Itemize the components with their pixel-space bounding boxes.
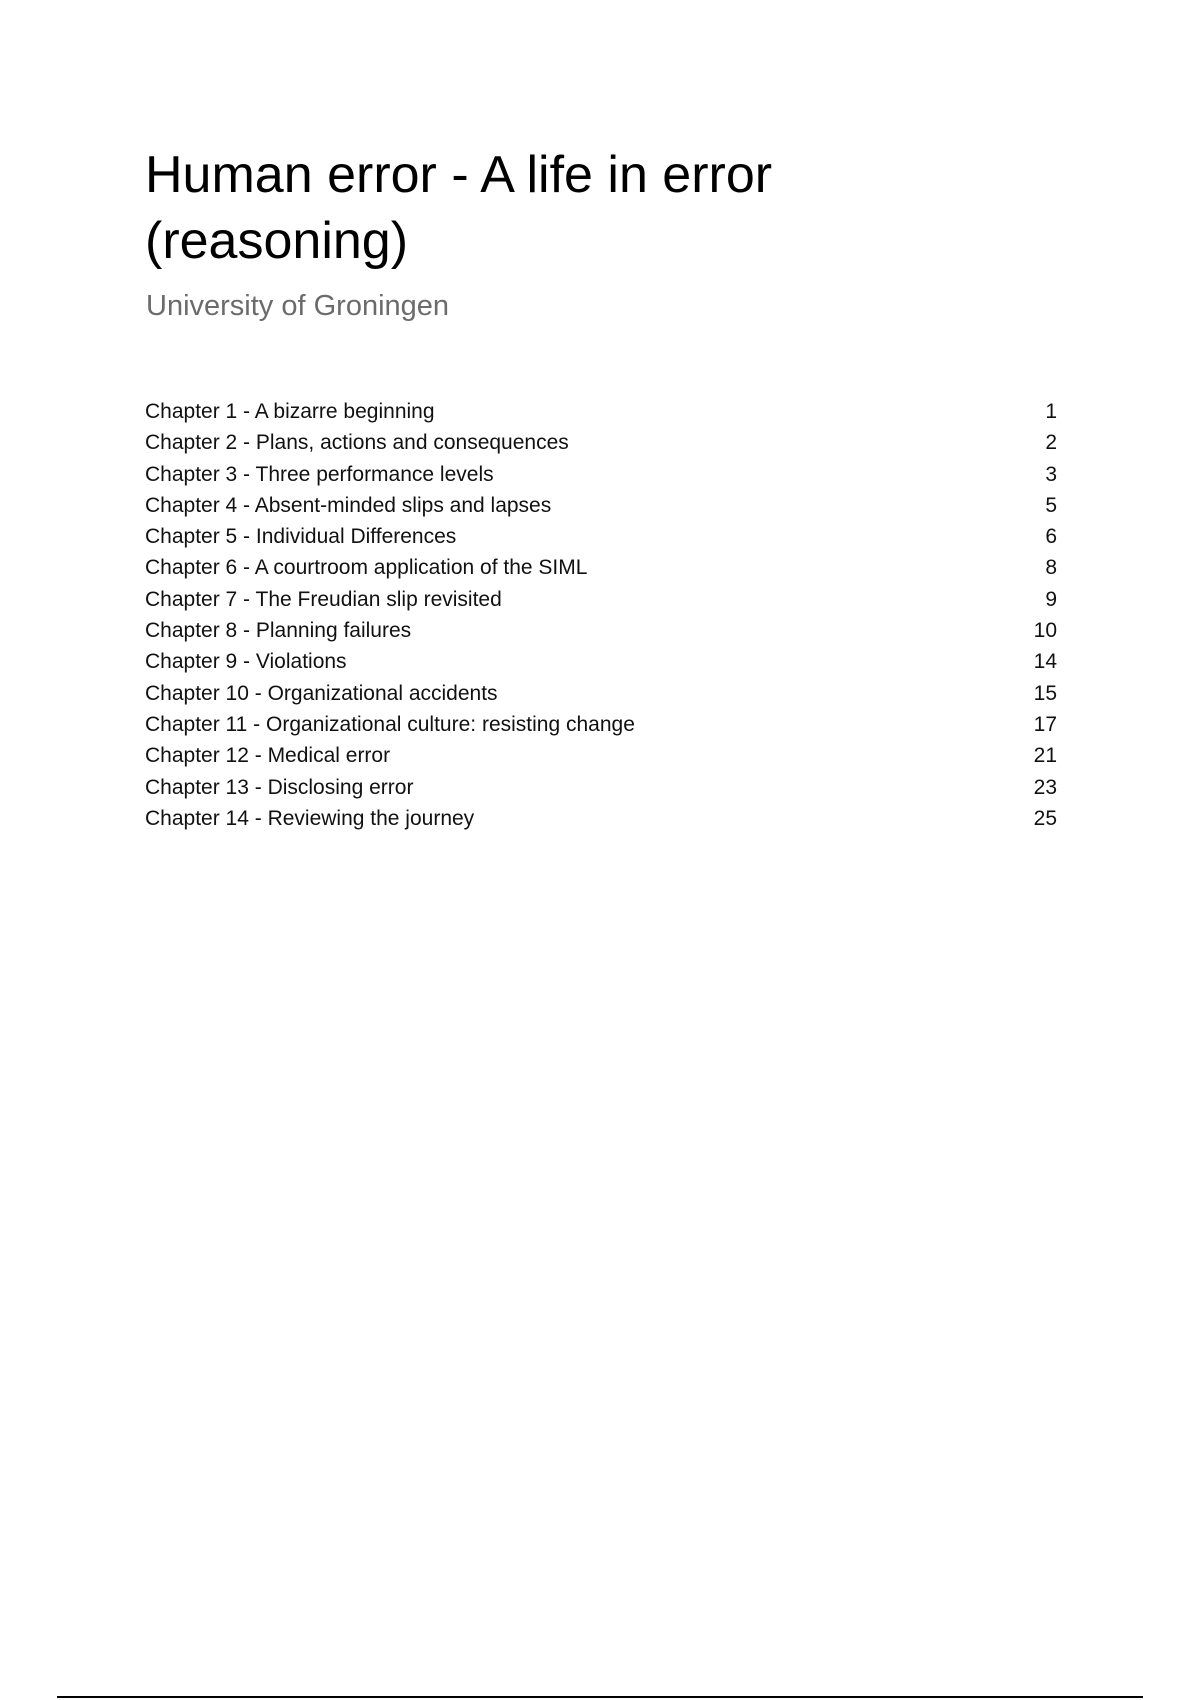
toc-entry-label: Chapter 2 - Plans, actions and consequences (145, 431, 569, 455)
toc-entry[interactable] (145, 552, 1057, 583)
toc-entry-label: Chapter 13 - Disclosing error (145, 775, 414, 799)
toc-entry-page: 10 (1033, 619, 1057, 643)
toc-entry-label: Chapter 6 - A courtroom application of the SIML (145, 556, 588, 580)
toc-entry-page: 2 (1045, 431, 1057, 455)
toc-entry[interactable] (145, 615, 1057, 646)
toc-entry-label: Chapter 12 - Medical error (145, 744, 391, 768)
toc-entry-page: 25 (1033, 806, 1057, 830)
toc-entry[interactable] (145, 646, 1057, 677)
toc-entry-label: Chapter 5 - Individual Differences (145, 525, 457, 549)
toc-entry-label: Chapter 10 - Organizational accidents (145, 681, 498, 705)
toc-entry[interactable] (145, 740, 1057, 771)
toc-entry-page: 6 (1045, 525, 1057, 549)
toc-entry[interactable] (145, 396, 1057, 427)
toc-entry-page: 21 (1033, 744, 1057, 768)
toc-entry-page: 1 (1045, 400, 1057, 423)
page-title: Human error - A life in error (reasoning) (145, 146, 773, 270)
toc-entry[interactable] (145, 772, 1057, 803)
toc-entry[interactable] (145, 459, 1057, 490)
toc-entry-page: 3 (1045, 462, 1057, 486)
toc-entry-label: Chapter 4 - Absent-minded slips and lapses (145, 493, 552, 517)
footer-divider (57, 1696, 1143, 1698)
toc-entry-label: Chapter 3 - Three performance levels (145, 462, 494, 486)
toc-entry[interactable] (145, 521, 1057, 552)
page-subtitle: University of Groningen (146, 290, 450, 322)
toc-entry[interactable] (145, 490, 1057, 521)
toc-entry-label: Chapter 8 - Planning failures (145, 619, 412, 643)
toc-entry-label: Chapter 14 - Reviewing the journey (145, 806, 475, 830)
toc-entry[interactable] (145, 584, 1057, 615)
toc-entry[interactable] (145, 678, 1057, 709)
toc-entry-page: 14 (1033, 650, 1057, 674)
table-of-contents (145, 396, 1057, 834)
toc-entry-page: 23 (1033, 775, 1057, 799)
toc-entry-label: Chapter 7 - The Freudian slip revisited (145, 587, 502, 611)
toc-entry[interactable] (145, 709, 1057, 740)
toc-entry-page: 15 (1033, 681, 1057, 705)
toc-entry-page: 17 (1033, 712, 1057, 736)
toc-entry-page: 5 (1045, 493, 1057, 517)
toc-entry[interactable] (145, 803, 1057, 834)
toc-entry-page: 8 (1045, 556, 1057, 580)
toc-entry-page: 9 (1045, 587, 1057, 611)
toc-entry-label: Chapter 9 - Violations (145, 650, 347, 674)
toc-entry-label: Chapter 11 - Organizational culture: resisting change (145, 712, 635, 736)
toc-entry-label: Chapter 1 - A bizarre beginning (145, 400, 435, 423)
toc-entry[interactable] (145, 427, 1057, 458)
